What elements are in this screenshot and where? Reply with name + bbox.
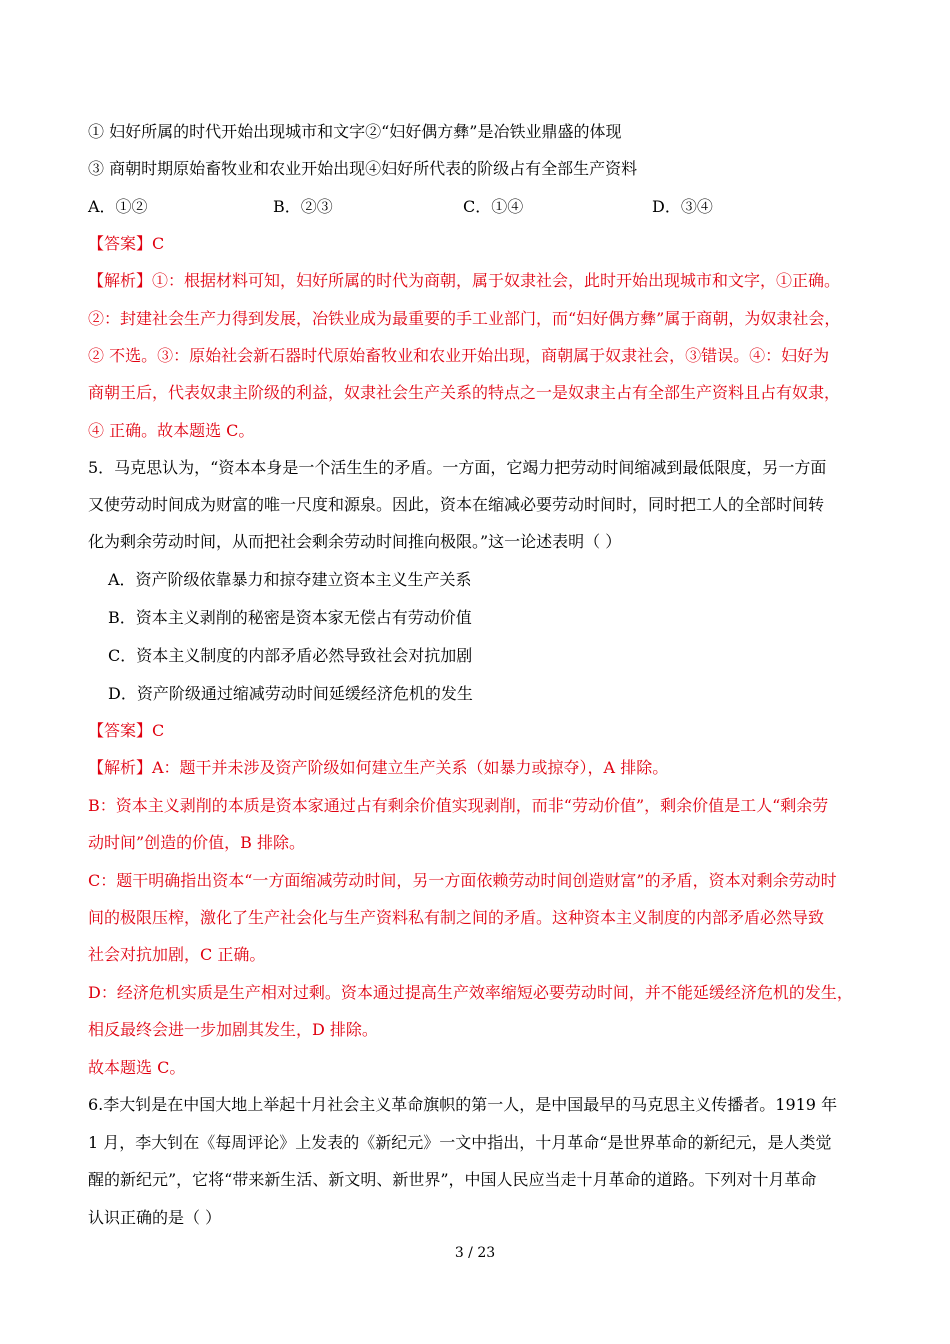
q5-analysis-line: C：题干明确指出资本“一方面缩减劳动时间，另一方面依赖劳动时间创造财富”的矛盾，资本对剩余劳动时 [88, 871, 837, 890]
q4-option-c: C．①④ [463, 197, 524, 216]
q5-option-d: D．资产阶级通过缩减劳动时间延缓经济危机的发生 [108, 684, 473, 703]
q5-option-c: C．资本主义制度的内部矛盾必然导致社会对抗加剧 [108, 646, 473, 665]
q4-option-b: B．②③ [273, 197, 333, 216]
q4-analysis-line: ② 不选。③：原始社会新石器时代原始畜牧业和农业开始出现，商朝属于奴隶社会，③错误。④：妇好为 [88, 346, 830, 365]
q6-stem-line: 认识正确的是（ ） [88, 1208, 222, 1227]
q5-analysis-line: 【解析】A：题干并未涉及资产阶级如何建立生产关系（如暴力或掠夺），A 排除。 [88, 758, 669, 777]
q5-option-a: A．资产阶级依靠暴力和掠夺建立资本主义生产关系 [108, 570, 472, 589]
q4-option-d: D．③④ [652, 197, 713, 216]
q5-analysis-line: 动时间”创造的价值，B 排除。 [88, 833, 306, 852]
q5-analysis-line: 故本题选 C。 [88, 1058, 186, 1077]
q5-stem-line: 5．马克思认为，“资本本身是一个活生生的矛盾。一方面，它竭力把劳动时间缩减到最低限度，另一方面 [88, 458, 827, 477]
q4-analysis-line: 【解析】①：根据材料可知，妇好所属的时代为商朝，属于奴隶社会，此时开始出现城市和文字，①正确。 [88, 271, 841, 290]
q5-analysis-line: 间的极限压榨，激化了生产社会化与生产资料私有制之间的矛盾。这种资本主义制度的内部矛盾必然导致 [88, 908, 825, 927]
q4-answer: 【答案】C [88, 234, 165, 253]
q4-statement-1-2: ① 妇好所属的时代开始出现城市和文字②“妇好偶方彝”是冶铁业鼎盛的体现 [88, 122, 622, 141]
q4-option-a: A．①② [88, 197, 148, 216]
q4-analysis-line: ④ 正确。故本题选 C。 [88, 421, 255, 440]
q5-stem-line: 又使劳动时间成为财富的唯一尺度和源泉。因此，资本在缩减必要劳动时间时，同时把工人的全部时间转 [88, 495, 825, 514]
q6-stem-line: 6.李大钊是在中国大地上举起十月社会主义革命旗帜的第一人，是中国最早的马克思主义传播者。1919 年 [88, 1095, 838, 1114]
q6-stem-line: 1 月，李大钊在《每周评论》上发表的《新纪元》一文中指出，十月革命“是世界革命的新纪元，是人类觉 [88, 1133, 832, 1152]
q5-analysis-line: 社会对抗加剧，C 正确。 [88, 945, 266, 964]
q5-analysis-line: D：经济危机实质是生产相对过剩。资本通过提高生产效率缩短必要劳动时间，并不能延缓经济危机的发生， [88, 983, 853, 1002]
page-number: 3 / 23 [454, 1245, 496, 1261]
q4-analysis-line: 商朝王后，代表奴隶主阶级的利益，奴隶社会生产关系的特点之一是奴隶主占有全部生产资料且占有奴隶， [88, 383, 841, 402]
q5-option-b: B．资本主义剥削的秘密是资本家无偿占有劳动价值 [108, 608, 472, 627]
q5-analysis-line: 相反最终会进一步加剧其发生，D 排除。 [88, 1020, 378, 1039]
q5-analysis-line: B：资本主义剥削的本质是资本家通过占有剩余价值实现剥削，而非“劳动价值”，剩余价值是工人“剩余劳 [88, 796, 829, 815]
q6-stem-line: 醒的新纪元”，它将“带来新生活、新文明、新世界”，中国人民应当走十月革命的道路。下列对十月革命 [88, 1170, 817, 1189]
q4-statement-3-4: ③ 商朝时期原始畜牧业和农业开始出现④妇好所代表的阶级占有全部生产资料 [88, 159, 638, 178]
q5-stem-line: 化为剩余劳动时间，从而把社会剩余劳动时间推向极限。”这一论述表明（ ） [88, 532, 622, 551]
q5-answer: 【答案】C [88, 721, 165, 740]
q4-analysis-line: ②：封建社会生产力得到发展，冶铁业成为最重要的手工业部门，而“妇好偶方彝”属于商朝，为奴隶社会， [88, 309, 841, 328]
